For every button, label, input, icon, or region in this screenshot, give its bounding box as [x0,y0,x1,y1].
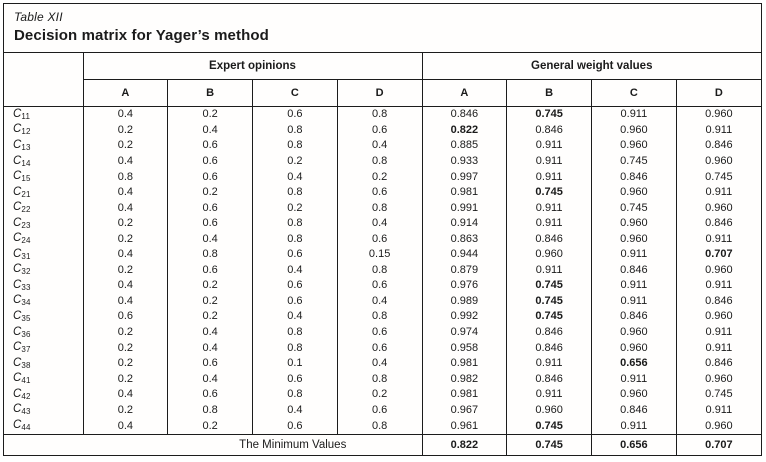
weight-value-cell: 0.989 [422,293,507,309]
expert-value-cell: 0.4 [337,138,422,154]
expert-value-cell: 0.6 [337,402,422,418]
weight-value-cell: 0.879 [422,262,507,278]
expert-value-cell: 0.6 [168,200,253,216]
row-label: $C_{34}$ [13,294,31,308]
weight-value-cell: 0.911 [507,386,592,402]
weight-value-cell: 0.846 [676,293,761,309]
expert-value-cell: 0.6 [168,386,253,402]
weight-value-cell: 0.745 [507,418,592,434]
weight-value-cell: 0.911 [592,293,677,309]
expert-value-cell: 0.2 [168,293,253,309]
expert-value-cell: 0.4 [253,262,338,278]
weight-value-cell: 0.960 [592,215,677,231]
expert-value-cell: 0.6 [168,138,253,154]
table-row [4,184,761,200]
expert-value-cell: 0.4 [337,293,422,309]
weight-value-cell: 0.846 [507,340,592,356]
row-label: $C_{35}$ [13,309,31,323]
col-header-weight-d: D [676,79,761,106]
weight-value-cell: 0.981 [422,355,507,371]
expert-value-cell: 0.8 [168,247,253,263]
row-label: $C_{13}$ [13,138,31,152]
expert-value-cell: 0.6 [83,309,168,325]
row-label: $C_{43}$ [13,403,31,417]
row-label: $C_{33}$ [13,278,31,292]
table-frame [3,3,762,456]
expert-value-cell: 0.2 [83,402,168,418]
expert-value-cell: 0.8 [337,309,422,325]
expert-value-cell: 0.6 [337,340,422,356]
weight-value-cell: 0.846 [422,106,507,122]
weight-value-cell: 0.911 [507,153,592,169]
expert-value-cell: 0.6 [337,122,422,138]
weight-value-cell: 0.997 [422,169,507,185]
weight-value-cell: 0.992 [422,309,507,325]
weight-value-cell: 0.707 [676,247,761,263]
expert-value-cell: 0.4 [337,355,422,371]
expert-value-cell: 0.4 [168,231,253,247]
weight-value-cell: 0.745 [592,200,677,216]
expert-value-cell: 0.6 [168,215,253,231]
weight-value-cell: 0.960 [592,138,677,154]
weight-value-cell: 0.911 [676,278,761,294]
col-header-weight-a: A [422,79,507,106]
expert-value-cell: 0.4 [337,215,422,231]
row-label: $C_{38}$ [13,356,31,370]
weight-value-cell: 0.911 [592,371,677,387]
weight-value-cell: 0.911 [676,324,761,340]
weight-value-cell: 0.846 [676,138,761,154]
expert-value-cell: 0.4 [168,122,253,138]
expert-value-cell: 0.6 [253,247,338,263]
table-row [4,402,761,418]
weight-value-cell: 0.960 [592,122,677,138]
table-row [4,262,761,278]
weight-value-cell: 0.911 [676,231,761,247]
weight-value-cell: 0.745 [507,184,592,200]
expert-value-cell: 0.8 [253,215,338,231]
weight-value-cell: 0.960 [507,247,592,263]
table-row [4,138,761,154]
weight-value-cell: 0.911 [676,184,761,200]
expert-value-cell: 0.2 [168,309,253,325]
weight-value-cell: 0.745 [507,293,592,309]
col-header-weight-c: C [592,79,677,106]
row-label: $C_{32}$ [13,263,31,277]
col-header-expert-b: B [168,79,253,106]
weight-value-cell: 0.960 [592,340,677,356]
expert-value-cell: 0.2 [83,324,168,340]
table-row [4,106,761,122]
minimum-value-c: 0.656 [592,434,677,455]
expert-value-cell: 0.8 [253,184,338,200]
table-row [4,169,761,185]
weight-value-cell: 0.944 [422,247,507,263]
expert-value-cell: 0.2 [83,138,168,154]
expert-value-cell: 0.4 [83,386,168,402]
expert-value-cell: 0.8 [337,153,422,169]
row-label: $C_{36}$ [13,325,31,339]
weight-value-cell: 0.846 [507,324,592,340]
table-row [4,386,761,402]
expert-value-cell: 0.6 [168,153,253,169]
expert-value-cell: 0.6 [253,371,338,387]
col-header-expert-c: C [253,79,338,106]
column-letters-row [4,79,761,106]
expert-value-cell: 0.2 [83,215,168,231]
expert-value-cell: 0.2 [83,371,168,387]
expert-value-cell: 0.2 [83,122,168,138]
expert-value-cell: 0.8 [83,169,168,185]
expert-value-cell: 0.6 [168,355,253,371]
expert-value-cell: 0.8 [253,386,338,402]
expert-value-cell: 0.2 [168,278,253,294]
weight-value-cell: 0.960 [676,262,761,278]
expert-value-cell: 0.4 [253,309,338,325]
table-row [4,324,761,340]
expert-value-cell: 0.2 [83,231,168,247]
row-label: $C_{11}$ [13,107,31,121]
table-row [4,153,761,169]
table-title: Decision matrix for Yager’s method [14,27,269,44]
expert-value-cell: 0.8 [337,262,422,278]
expert-value-cell: 0.4 [168,340,253,356]
expert-value-cell: 0.4 [253,402,338,418]
weight-value-cell: 0.976 [422,278,507,294]
expert-value-cell: 0.8 [253,340,338,356]
weight-value-cell: 0.982 [422,371,507,387]
table-caption [4,4,761,53]
expert-value-cell: 0.8 [337,418,422,434]
row-label: $C_{41}$ [13,372,31,386]
col-header-expert-d: D [337,79,422,106]
expert-value-cell: 0.2 [253,153,338,169]
expert-value-cell: 0.4 [83,184,168,200]
expert-value-cell: 0.4 [83,200,168,216]
expert-opinions-group-header: Expert opinions [83,53,422,79]
expert-value-cell: 0.8 [253,324,338,340]
expert-value-cell: 0.8 [337,371,422,387]
expert-value-cell: 0.6 [168,262,253,278]
table-row [4,355,761,371]
minimum-value-a: 0.822 [422,434,507,455]
table-row [4,122,761,138]
weight-value-cell: 0.911 [592,247,677,263]
weight-value-cell: 0.846 [507,231,592,247]
row-label: $C_{22}$ [13,201,31,215]
weight-value-cell: 0.846 [592,262,677,278]
weight-value-cell: 0.885 [422,138,507,154]
row-label: $C_{24}$ [13,232,31,246]
weight-value-cell: 0.911 [507,169,592,185]
table-row [4,278,761,294]
row-label: $C_{44}$ [13,419,31,433]
row-label: $C_{37}$ [13,341,31,355]
weight-value-cell: 0.911 [507,262,592,278]
expert-value-cell: 0.4 [168,324,253,340]
corner-cell [4,53,83,106]
row-label: $C_{23}$ [13,216,31,230]
weight-value-cell: 0.960 [676,309,761,325]
table-row [4,215,761,231]
expert-value-cell: 0.2 [168,418,253,434]
weight-value-cell: 0.846 [676,355,761,371]
expert-value-cell: 0.8 [168,402,253,418]
expert-value-cell: 0.8 [337,200,422,216]
expert-value-cell: 0.6 [253,278,338,294]
minimum-values-label: The Minimum Values [4,434,422,455]
expert-value-cell: 0.4 [83,293,168,309]
expert-value-cell: 0.2 [83,262,168,278]
weight-value-cell: 0.960 [507,402,592,418]
table-row [4,418,761,434]
weight-value-cell: 0.863 [422,231,507,247]
weight-value-cell: 0.846 [507,122,592,138]
weight-value-cell: 0.911 [507,138,592,154]
row-label: $C_{21}$ [13,185,31,199]
col-header-weight-b: B [507,79,592,106]
expert-value-cell: 0.8 [337,106,422,122]
row-label: $C_{31}$ [13,247,31,261]
weight-value-cell: 0.745 [676,386,761,402]
table-row [4,340,761,356]
weight-value-cell: 0.911 [592,278,677,294]
expert-value-cell: 0.6 [253,418,338,434]
table-number: Table XII [14,10,63,24]
weight-value-cell: 0.846 [592,402,677,418]
expert-value-cell: 0.4 [83,418,168,434]
weight-value-cell: 0.960 [676,371,761,387]
weight-value-cell: 0.958 [422,340,507,356]
weight-value-cell: 0.745 [592,153,677,169]
weight-value-cell: 0.967 [422,402,507,418]
weight-value-cell: 0.933 [422,153,507,169]
group-header-row [4,53,761,79]
table-body [4,106,761,434]
expert-value-cell: 0.2 [168,106,253,122]
table-row [4,247,761,263]
table-row [4,200,761,216]
expert-value-cell: 0.2 [83,355,168,371]
expert-value-cell: 0.4 [83,278,168,294]
expert-value-cell: 0.2 [83,340,168,356]
expert-value-cell: 0.8 [253,122,338,138]
weight-value-cell: 0.911 [676,402,761,418]
expert-value-cell: 0.6 [253,293,338,309]
minimum-value-b: 0.745 [507,434,592,455]
weight-value-cell: 0.745 [507,309,592,325]
row-label: $C_{15}$ [13,170,31,184]
decision-matrix-table [4,53,761,455]
weight-value-cell: 0.961 [422,418,507,434]
weight-value-cell: 0.911 [676,340,761,356]
expert-value-cell: 0.1 [253,355,338,371]
expert-value-cell: 0.4 [83,247,168,263]
row-label: $C_{42}$ [13,387,31,401]
minimum-value-d: 0.707 [676,434,761,455]
table-row [4,371,761,387]
expert-value-cell: 0.8 [253,231,338,247]
weight-value-cell: 0.960 [676,418,761,434]
table-row [4,231,761,247]
weight-value-cell: 0.911 [592,106,677,122]
expert-value-cell: 0.2 [337,169,422,185]
expert-value-cell: 0.2 [168,184,253,200]
expert-value-cell: 0.6 [168,169,253,185]
weight-value-cell: 0.846 [592,309,677,325]
expert-value-cell: 0.2 [253,200,338,216]
expert-value-cell: 0.2 [337,386,422,402]
weight-value-cell: 0.960 [676,153,761,169]
expert-value-cell: 0.6 [337,324,422,340]
expert-value-cell: 0.8 [253,138,338,154]
weight-value-cell: 0.981 [422,184,507,200]
expert-value-cell: 0.4 [253,169,338,185]
weight-value-cell: 0.914 [422,215,507,231]
expert-value-cell: 0.4 [83,106,168,122]
weight-value-cell: 0.911 [507,200,592,216]
weight-value-cell: 0.745 [676,169,761,185]
weight-value-cell: 0.846 [507,371,592,387]
weight-value-cell: 0.911 [507,355,592,371]
expert-value-cell: 0.6 [337,231,422,247]
expert-value-cell: 0.4 [168,371,253,387]
col-header-expert-a: A [83,79,168,106]
table-row [4,293,761,309]
minimum-values-row [4,434,761,455]
weight-value-cell: 0.981 [422,386,507,402]
expert-value-cell: 0.6 [337,184,422,200]
weight-value-cell: 0.991 [422,200,507,216]
expert-value-cell: 0.6 [337,278,422,294]
weight-value-cell: 0.974 [422,324,507,340]
weight-value-cell: 0.960 [676,200,761,216]
weight-value-cell: 0.822 [422,122,507,138]
weight-value-cell: 0.960 [592,184,677,200]
weight-value-cell: 0.911 [592,418,677,434]
weight-value-cell: 0.846 [676,215,761,231]
weight-value-cell: 0.911 [676,122,761,138]
row-label: $C_{14}$ [13,154,31,168]
weight-value-cell: 0.960 [592,231,677,247]
weight-value-cell: 0.745 [507,106,592,122]
weight-value-cell: 0.960 [592,324,677,340]
expert-value-cell: 0.4 [83,153,168,169]
expert-value-cell: 0.6 [253,106,338,122]
weight-value-cell: 0.911 [507,215,592,231]
weight-value-cell: 0.960 [592,386,677,402]
table-row [4,309,761,325]
weight-value-cell: 0.960 [676,106,761,122]
weight-value-cell: 0.656 [592,355,677,371]
weight-value-cell: 0.846 [592,169,677,185]
row-label: $C_{12}$ [13,123,31,137]
expert-value-cell: 0.15 [337,247,422,263]
weight-value-cell: 0.745 [507,278,592,294]
general-weight-values-group-header: General weight values [422,53,761,79]
